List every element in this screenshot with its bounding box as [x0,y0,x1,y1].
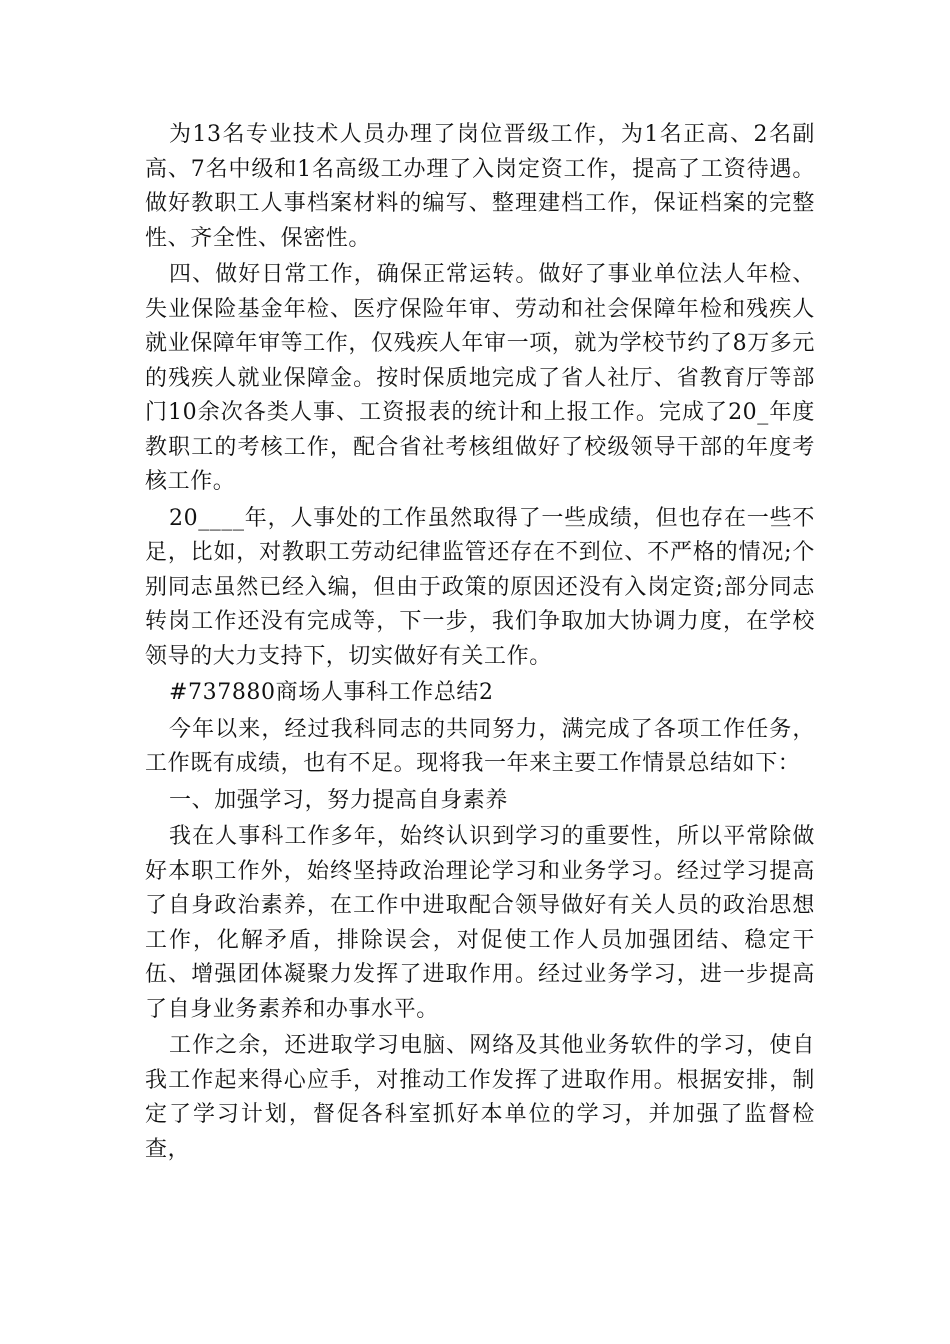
document-body [145,118,815,1169]
paragraph-study: 我在人事科工作多年，始终认识到学习的重要性，所以平常除做好本职工作外，始终坚持政治理论学习和业务学习。经过学习提高了自身政治素养，在工作中进取配合领导做好有关人员的政治思想工作，化解矛盾，排除误会，对促使工作人员加强团结、稳定干伍、增强团体凝聚力发挥了进取作用。经过业务学习，进一步提高了自身业务素养和办事水平。 [145,824,815,1022]
paragraph-daily-work: 四、做好日常工作，确保正常运转。做好了事业单位法人年检、失业保险基金年检、医疗保险年审、劳动和社会保障年检和残疾人就业保障年审等工作，仅残疾人年审一项，就为学校节约了8万多元的残疾人就业保障金。按时保质地完成了省人社厅、省教育厅等部门10余次各类人事、工资报表的统计和上报工作。完成了20_年度教职工的考核工作，配合省社考核组做好了校级领导干部的年度考核工作。 [145,262,815,494]
paragraph-promotion-work: 为13名专业技术人员办理了岗位晋级工作，为1名正高、2名副高、7名中级和1名高级工办理了入岗定资工作，提高了工资待遇。做好教职工人事档案材料的编写、整理建档工作，保证档案的完整性、齐全性、保密性。 [145,122,815,251]
paragraph-shortcomings: 20____年，人事处的工作虽然取得了一些成绩，但也存在一些不足，比如，对教职工劳动纪律监管还存在不到位、不严格的情况;个别同志虽然已经入编，但由于政策的原因还没有入岗定资;部分同志转岗工作还没有完成等，下一步，我们争取加大协调力度，在学校领导的大力支持下，切实做好有关工作。 [145,505,815,669]
paragraph-computer-study: 工作之余，还进取学习电脑、网络及其他业务软件的学习，使自我工作起来得心应手，对推动工作发挥了进取作用。根据安排，制定了学习计划，督促各科室抓好本单位的学习，并加强了监督检查， [145,1033,815,1162]
section-heading-study: 一、加强学习，努力提高自身素养 [169,787,509,813]
paragraph-intro: 今年以来，经过我科同志的共同努力，满完成了各项工作任务，工作既有成绩，也有不足。现将我一年来主要工作情景总结如下： [145,716,815,776]
section-title: #737880商场人事科工作总结2 [169,680,494,705]
